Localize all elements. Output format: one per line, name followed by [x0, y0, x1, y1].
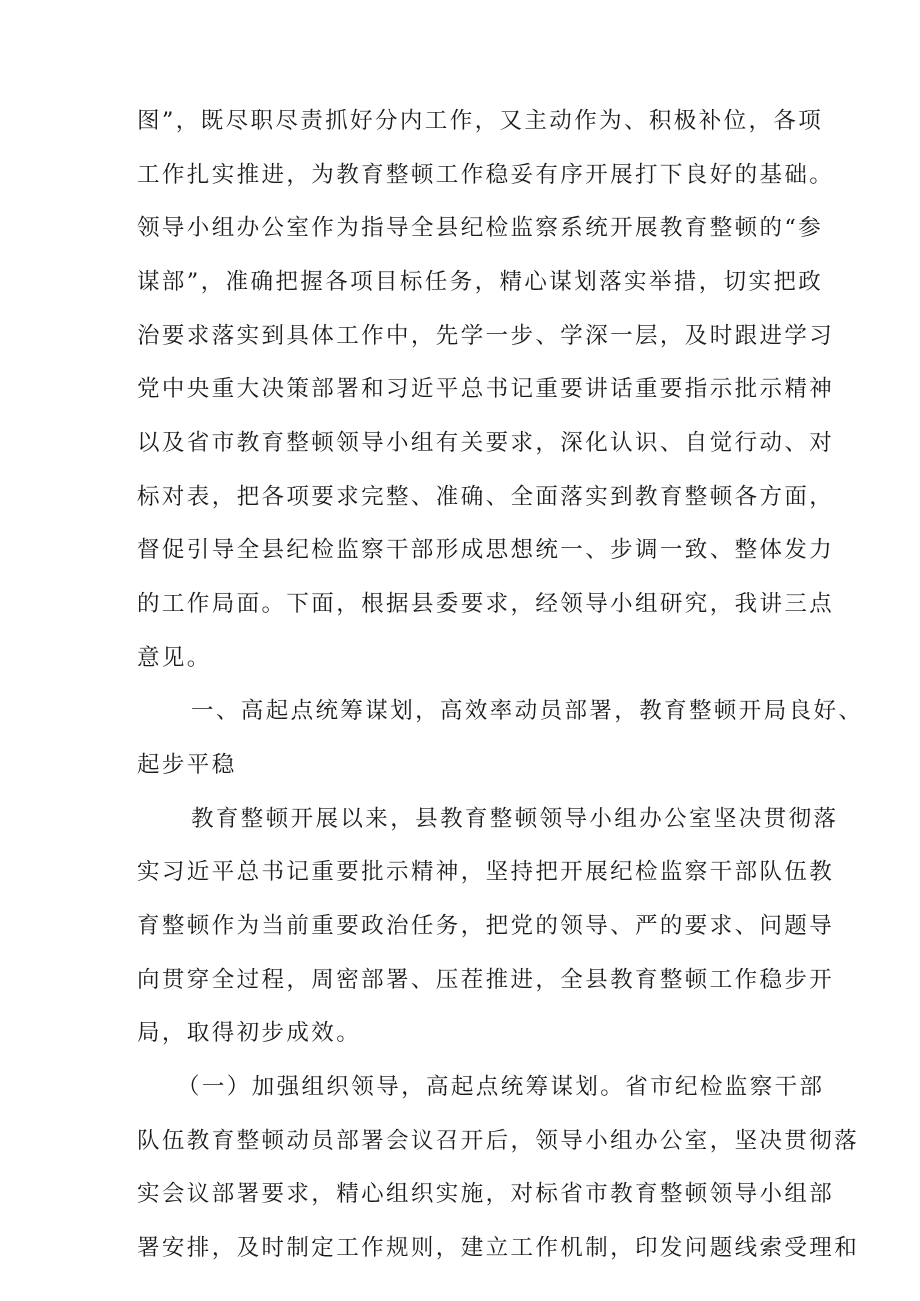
section-heading-line: 起步平稳: [137, 752, 237, 778]
text-line: 意见。: [137, 645, 212, 671]
section-heading-line: 一、高起点统筹谋划，高效率动员部署，教育整顿开局良好、: [191, 698, 864, 724]
text-line: 督促引导全县纪检监察干部形成思想统一、步调一致、整体发力: [137, 537, 835, 563]
text-line: 的工作局面。下面，根据县委要求，经领导小组研究，我讲三点: [137, 591, 835, 617]
text-line: 标对表，把各项要求完整、准确、全面落实到教育整顿各方面，: [137, 484, 835, 510]
text-line: 局，取得初步成效。: [137, 1020, 362, 1046]
text-line: 党中央重大决策部署和习近平总书记重要讲话重要指示批示精神: [137, 376, 835, 402]
text-line: 队伍教育整顿动员部署会议召开后，领导小组办公室，坚决贯彻落: [137, 1128, 860, 1154]
text-line: 领导小组办公室作为指导全县纪检监察系统开展教育整顿的“参: [137, 215, 824, 241]
text-line: 工作扎实推进，为教育整顿工作稳妥有序开展打下良好的基础。: [137, 162, 835, 188]
text-line: 实会议部署要求，精心组织实施，对标省市教育整顿领导小组部: [137, 1181, 835, 1207]
text-line: 图”，既尽职尽责抓好分内工作，又主动作为、积极补位，各项: [137, 108, 824, 134]
text-line: 治要求落实到具体工作中，先学一步、学深一层，及时跟进学习: [137, 323, 835, 349]
text-line: 实习近平总书记重要批示精神，坚持把开展纪检监察干部队伍教: [137, 859, 835, 885]
subsection-heading-line: （一）加强组织领导，高起点统筹谋划。省市纪检监察干部: [177, 1074, 825, 1100]
text-line: 育整顿作为当前重要政治任务，把党的领导、严的要求、问题导: [137, 913, 835, 939]
text-line: 以及省市教育整顿领导小组有关要求，深化认识、自觉行动、对: [137, 430, 835, 456]
text-line: 署安排，及时制定工作规则，建立工作机制，印发问题线索受理和: [137, 1235, 860, 1261]
text-line: 教育整顿开展以来，县教育整顿领导小组办公室坚决贯彻落: [191, 806, 839, 832]
text-line: 向贯穿全过程，周密部署、压茬推进，全县教育整顿工作稳步开: [137, 967, 835, 993]
text-line: 谋部”，准确把握各项目标任务，精心谋划落实举措，切实把政: [137, 269, 824, 295]
